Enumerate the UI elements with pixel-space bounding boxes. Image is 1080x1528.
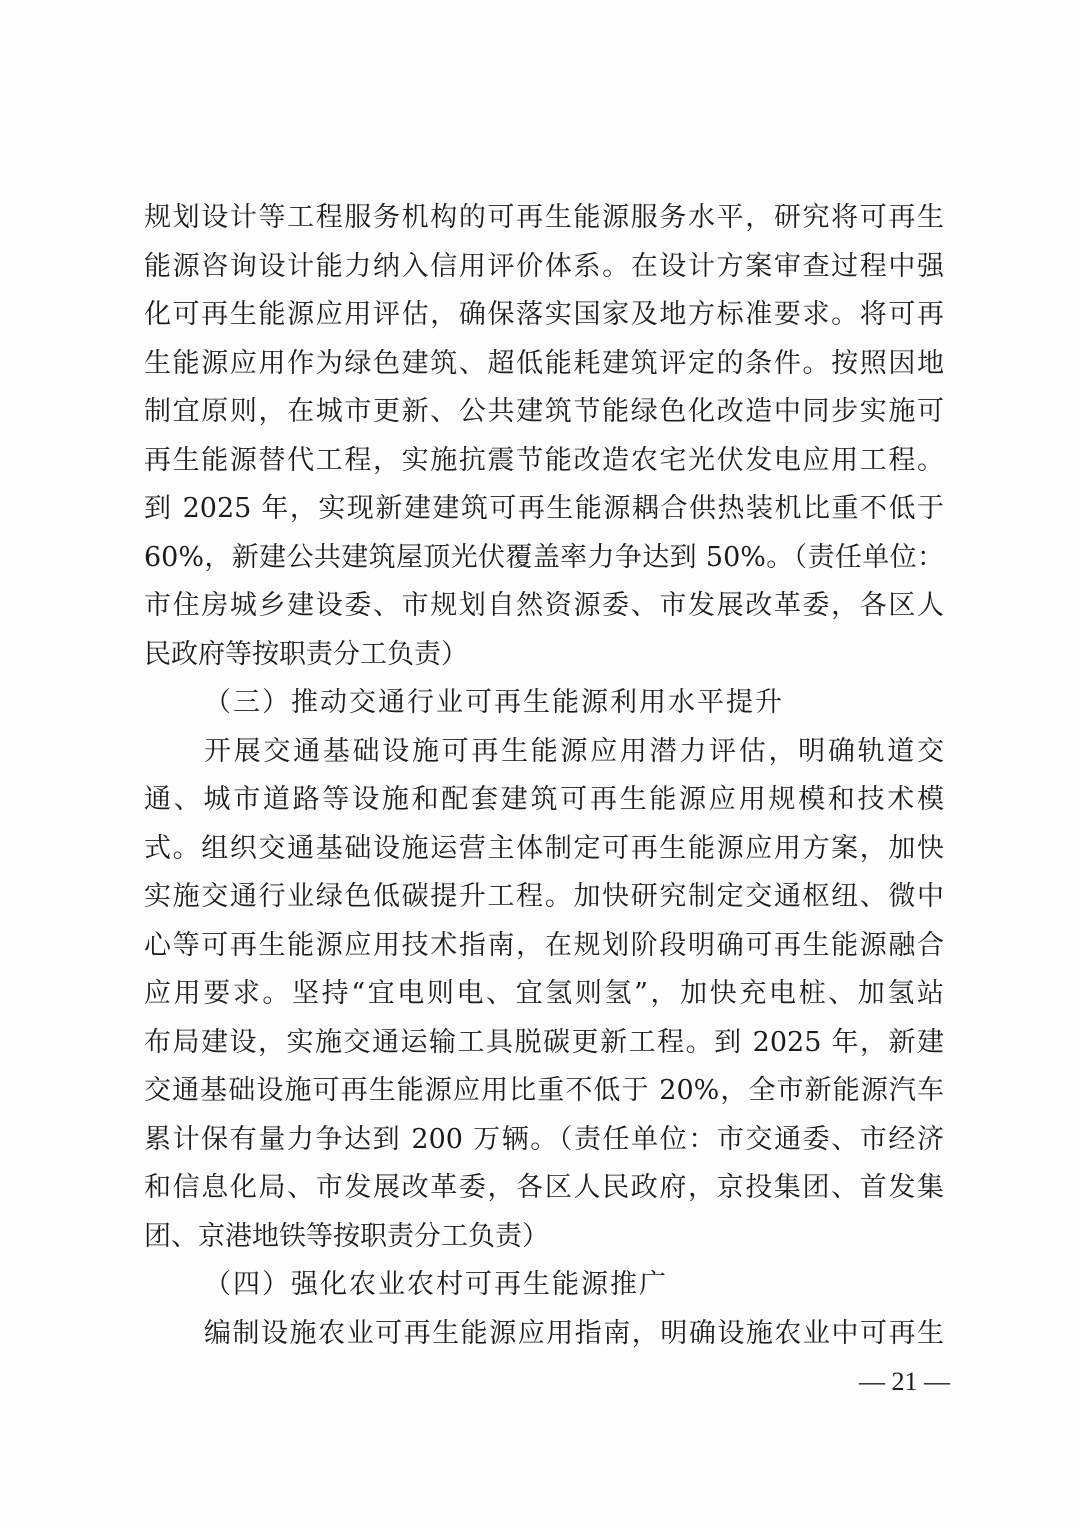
text-line: 化可再生能源应用评估，确保落实国家及地方标准要求。将可再 — [144, 299, 944, 330]
section-heading-transport: （三）推动交通行业可再生能源利用水平提升 — [204, 687, 784, 718]
text-line: 60%，新建公共建筑屋顶光伏覆盖率力争达到 50%。（责任单位： — [144, 542, 944, 573]
text-line: 市住房城乡建设委、市规划自然资源委、市发展改革委，各区人 — [144, 590, 944, 621]
text-line: 和信息化局、市发展改革委，各区人民政府，京投集团、首发集 — [144, 1172, 944, 1203]
text-line: 布局建设，实施交通运输工具脱碳更新工程。到 2025 年，新建 — [144, 1027, 944, 1058]
text-line: 开展交通基础设施可再生能源应用潜力评估，明确轨道交 — [204, 736, 944, 767]
text-line: 再生能源替代工程，实施抗震节能改造农宅光伏发电应用工程。 — [144, 445, 944, 476]
text-line: 民政府等按职责分工负责） — [144, 639, 468, 670]
text-line: 规划设计等工程服务机构的可再生能源服务水平，研究将可再生 — [144, 202, 944, 233]
text-line: 到 2025 年，实现新建建筑可再生能源耦合供热装机比重不低于 — [144, 493, 944, 524]
text-line: 式。组织交通基础设施运营主体制定可再生能源应用方案，加快 — [144, 833, 944, 864]
text-line: 编制设施农业可再生能源应用指南，明确设施农业中可再生 — [204, 1318, 944, 1349]
text-line: 通、城市道路等设施和配套建筑可再生能源应用规模和技术模 — [144, 784, 944, 815]
page-number: — 21 — — [859, 1367, 950, 1396]
text-line: 心等可再生能源应用技术指南，在规划阶段明确可再生能源融合 — [144, 930, 944, 961]
section-heading-agriculture: （四）强化农业农村可再生能源推广 — [204, 1269, 668, 1300]
text-line: 制宜原则，在城市更新、公共建筑节能绿色化改造中同步实施可 — [144, 396, 944, 427]
text-line: 能源咨询设计能力纳入信用评价体系。在设计方案审查过程中强 — [144, 251, 944, 282]
text-line: 应用要求。坚持“宜电则电、宜氢则氢”，加快充电桩、加氢站 — [144, 978, 944, 1009]
text-line: 生能源应用作为绿色建筑、超低能耗建筑评定的条件。按照因地 — [144, 348, 944, 379]
text-line: 累计保有量力争达到 200 万辆。（责任单位：市交通委、市经济 — [144, 1124, 944, 1155]
text-line: 实施交通行业绿色低碳提升工程。加快研究制定交通枢纽、微中 — [144, 881, 944, 912]
text-line: 交通基础设施可再生能源应用比重不低于 20%，全市新能源汽车 — [144, 1075, 944, 1106]
text-line: 团、京港地铁等按职责分工负责） — [144, 1221, 549, 1252]
